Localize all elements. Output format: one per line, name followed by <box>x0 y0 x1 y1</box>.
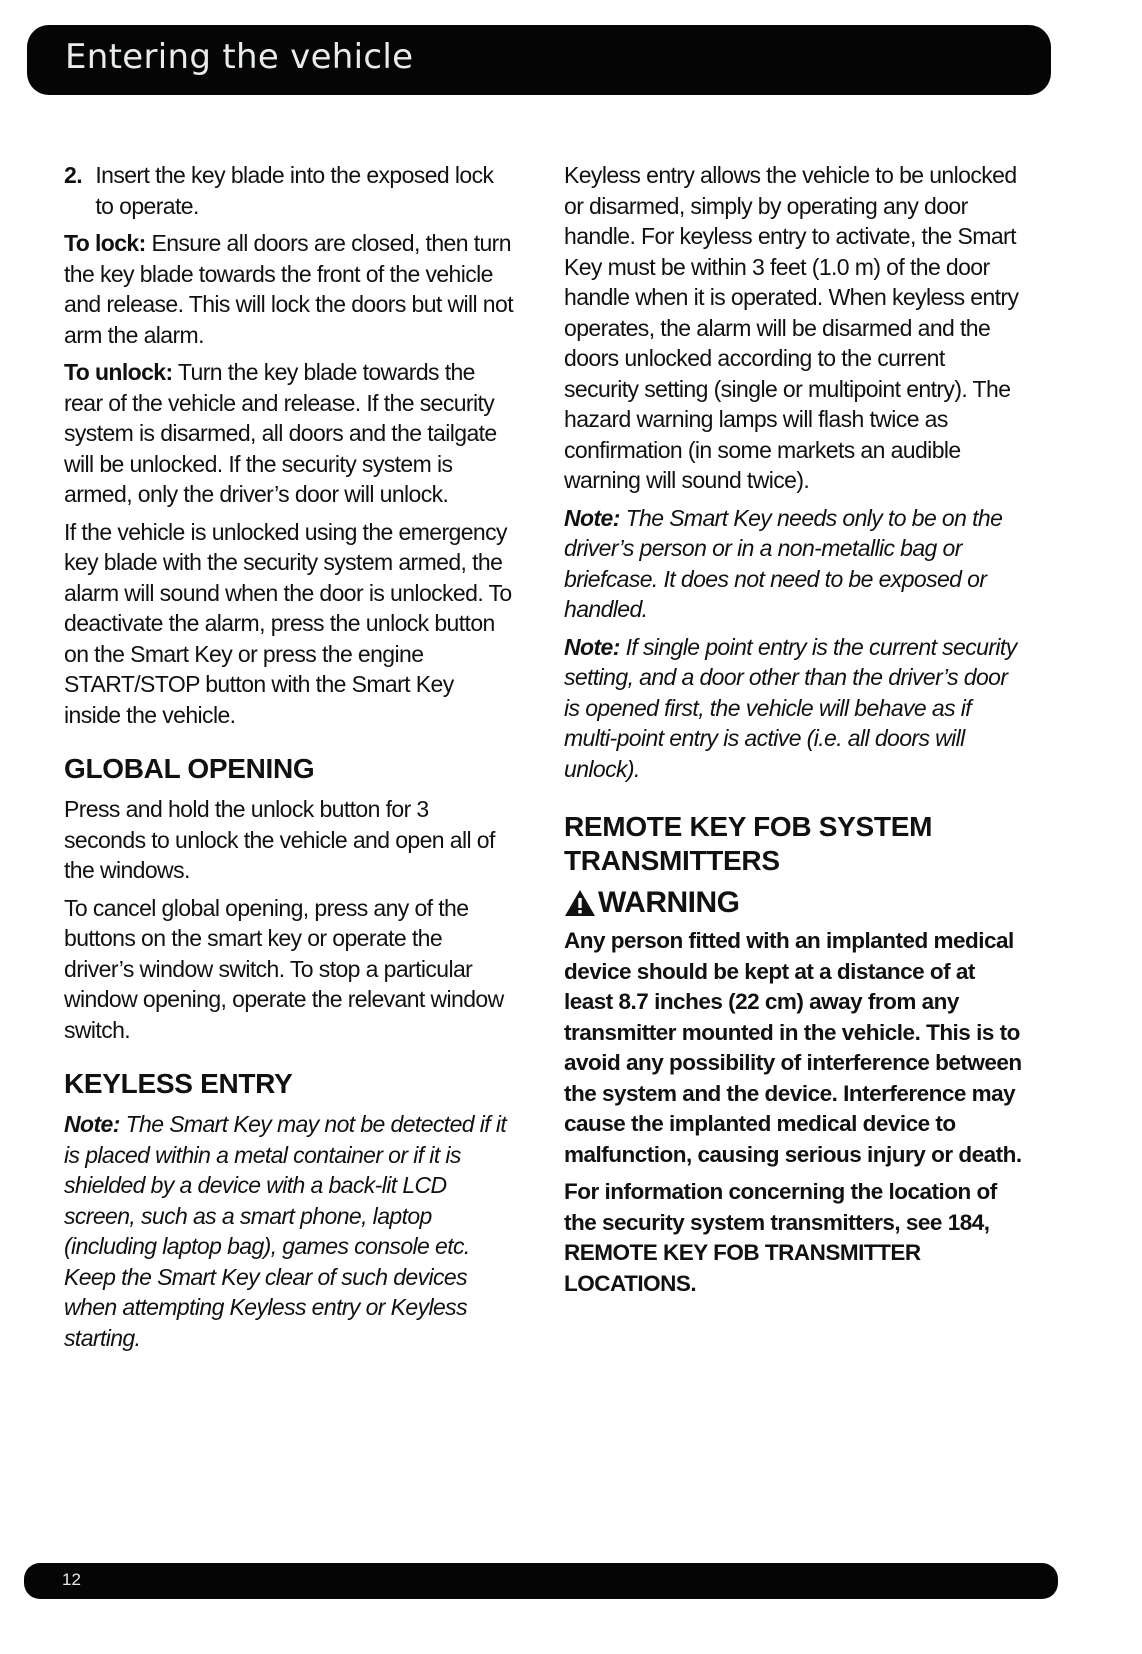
warning-header <box>564 886 1024 920</box>
note-text: If single point entry is the current security setting, and a door other than the driver’s door is opened first, the vehicle will behave as if multi-point entry is active (i.e. all doors will unlock). <box>564 633 1017 782</box>
right-column <box>564 160 1024 1306</box>
note-label: Note: <box>564 633 620 660</box>
to-lock-label: To lock: <box>64 230 146 256</box>
step-text: Insert the key blade into the exposed lock to operate. <box>95 162 494 219</box>
note-paragraph <box>564 503 1024 625</box>
to-unlock-label: To unlock: <box>64 359 173 385</box>
global-opening-heading: GLOBAL OPENING <box>64 753 315 784</box>
left-column <box>64 160 514 1360</box>
emergency-paragraph: If the vehicle is unlocked using the emergency key blade with the security system armed, the alarm will sound when the door is unlocked. To deactivate the alarm, press the unlock button on the Smart Key or press the engine START/STOP button with the Smart Key inside the vehicle. <box>64 518 512 728</box>
note-label: Note: <box>64 1111 120 1137</box>
transmitter-info-text: For information concerning the location of the security system transmitters, see 184, REMOTE KEY FOB TRANSMITTER LOCATIONS. <box>564 1179 997 1296</box>
page-title: Entering the vehicle <box>65 37 414 77</box>
to-unlock-paragraph <box>64 357 514 510</box>
to-lock-paragraph <box>64 228 514 350</box>
keyless-entry-heading: KEYLESS ENTRY <box>64 1068 293 1099</box>
note-label: Note: <box>564 504 620 531</box>
note-text: The Smart Key may not be detected if it is placed within a metal container or if it is shielded by a device with a back-lit LCD screen, such as a smart phone, laptop (including laptop bag), games console etc. Keep the Smart Key clear of such devices when attempting Keyless entry or Keyless starting. <box>64 1111 507 1351</box>
page-number: 12 <box>62 1570 81 1589</box>
step-number: 2. <box>64 162 82 188</box>
remote-key-fob-heading: REMOTE KEY FOB SYSTEM TRANSMITTERS <box>564 811 933 876</box>
to-unlock-text: Turn the key blade towards the rear of the vehicle and release. If the security system is disarmed, all doors and the tailgate will be unlocked. If the security system is armed, only the driver’s door will unlock. <box>64 359 497 507</box>
global-opening-paragraph: Press and hold the unlock button for 3 seconds to unlock the vehicle and open all of the windows. <box>64 796 495 883</box>
keyless-entry-paragraph: Keyless entry allows the vehicle to be unlocked or disarmed, simply by operating any door handle. For keyless entry to activate, the Smart Key must be within 3 feet (1.0 m) of the door handle when it is operated. When keyless entry operates, the alarm will be disarmed and the doors unlocked according to the current security setting (single or multipoint entry). The hazard warning lamps will flash twice as confirmation (in some markets an audible warning will sound twice). <box>564 162 1019 493</box>
note-paragraph <box>564 632 1024 785</box>
global-opening-paragraph: To cancel global opening, press any of the buttons on the smart key or operate the driver’s window switch. To stop a particular window opening, operate the relevant window switch. <box>64 894 504 1043</box>
warning-triangle-icon <box>564 889 596 917</box>
warning-label: WARNING <box>598 886 740 919</box>
keyless-entry-note <box>64 1109 514 1353</box>
note-text: The Smart Key needs only to be on the driver’s person or in a non-metallic bag or briefcase. It does not need to be exposed or handled. <box>564 504 1003 622</box>
to-lock-text: Ensure all doors are closed, then turn the key blade towards the front of the vehicle and release. This will lock the doors but will not arm the alarm. <box>64 230 513 348</box>
header-bar <box>27 25 1051 95</box>
footer-bar <box>24 1563 1058 1599</box>
warning-text: Any person fitted with an implanted medical device should be kept at a distance of at least 8.7 inches (22 cm) away from any transmitter mounted in the vehicle. This is to avoid any possibility of interference between the system and the device. Interference may cause the implanted medical device to malfunction, causing serious injury or death. <box>564 928 1022 1167</box>
step-2 <box>64 160 514 221</box>
